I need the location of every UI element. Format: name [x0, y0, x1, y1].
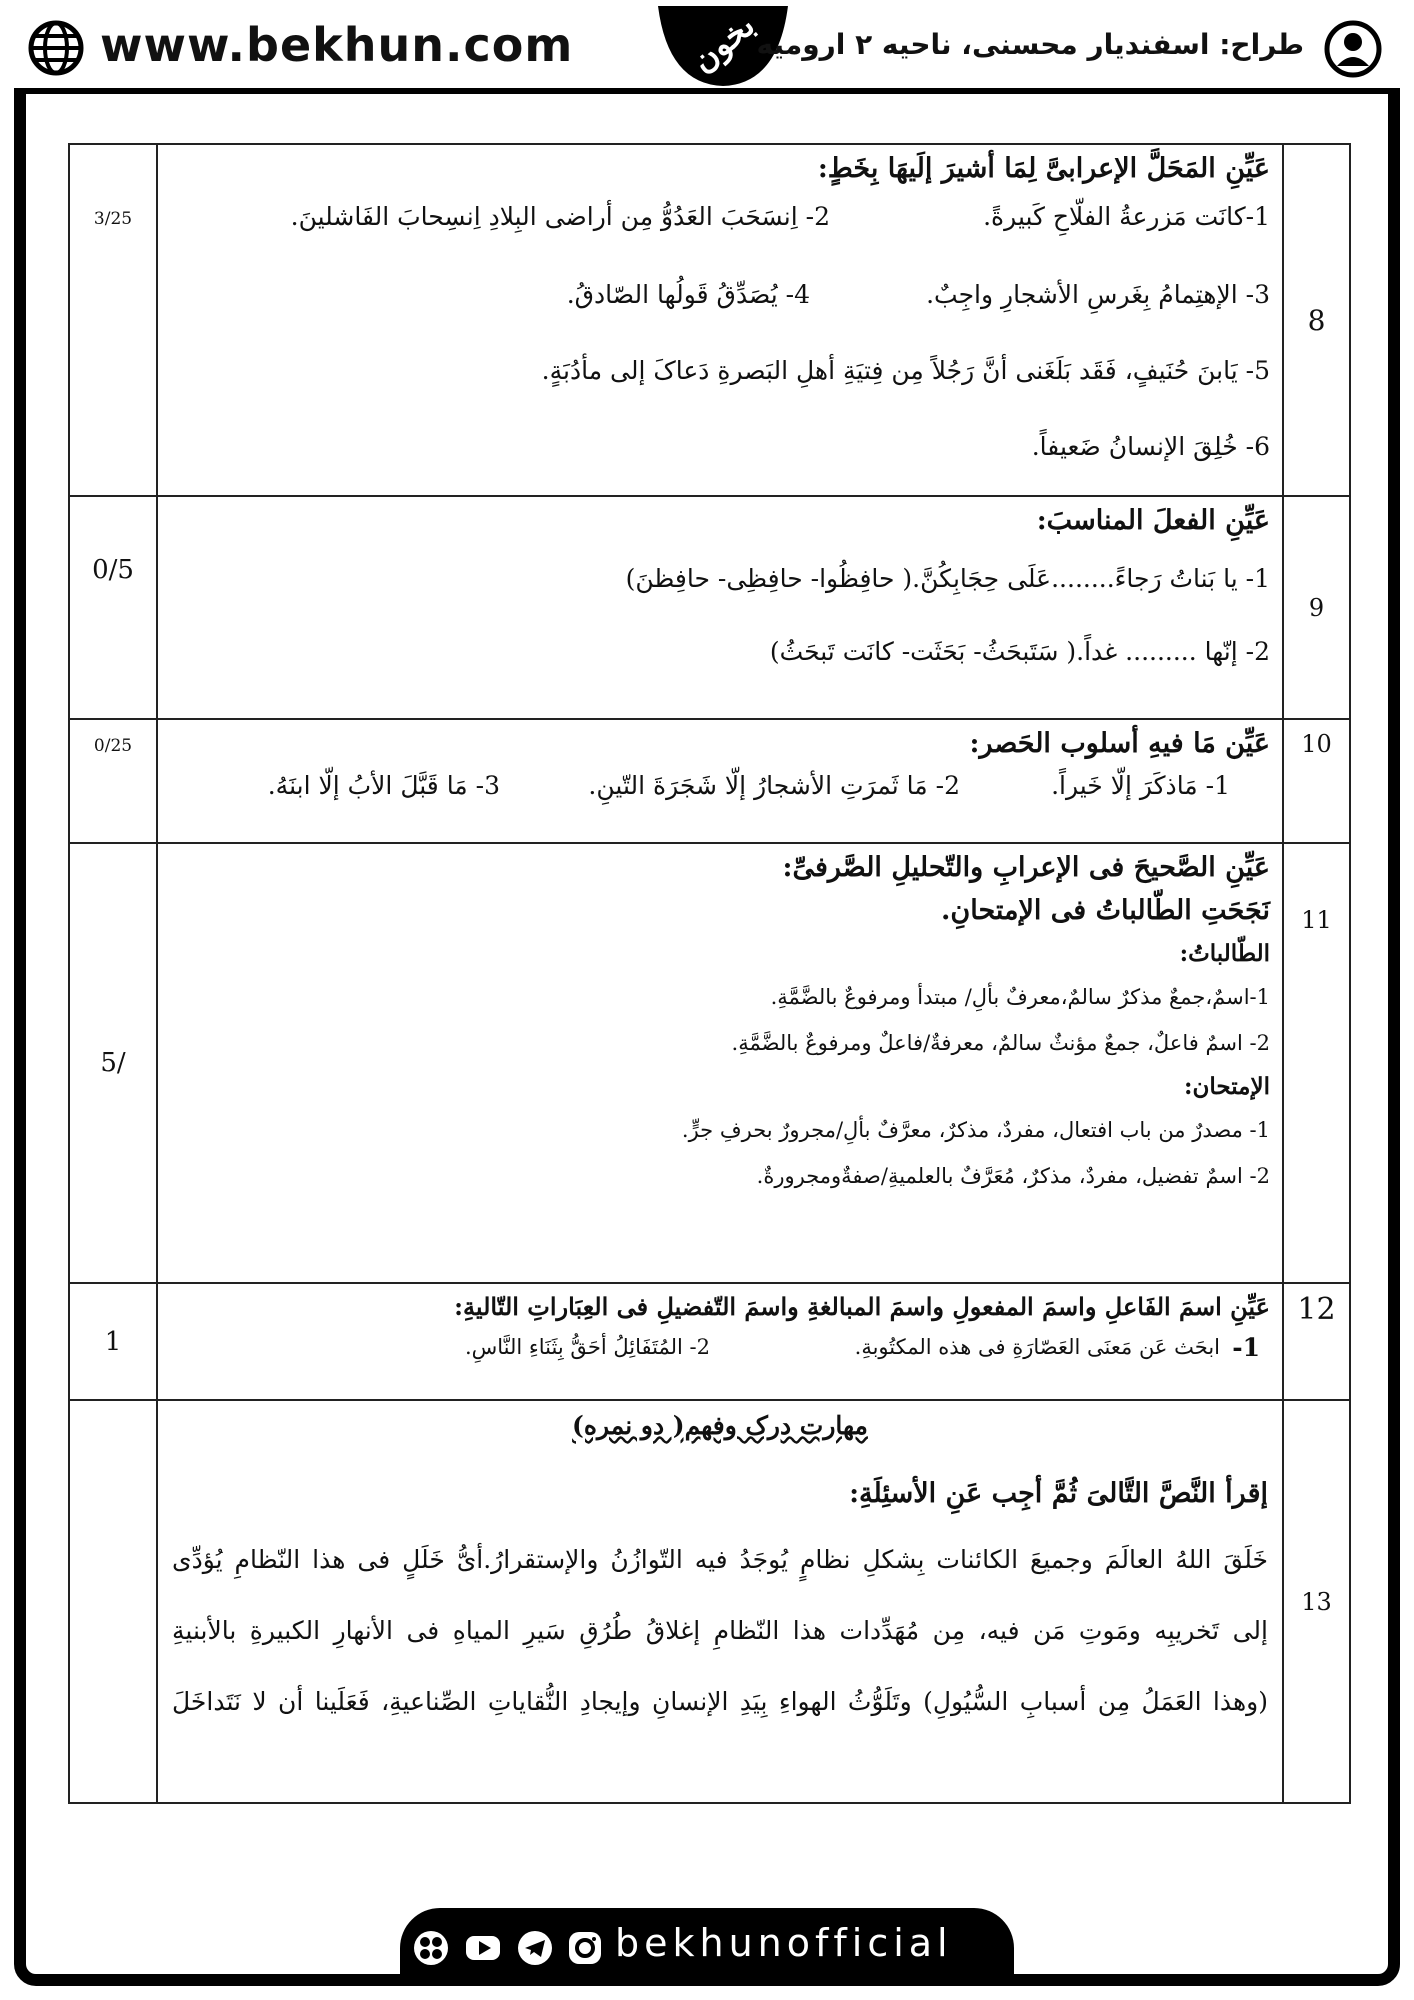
youtube-icon[interactable]	[464, 1929, 502, 1967]
question-title: عَیِّنِ المَحَلَّ الإعرابیَّ لِمَا أشیرَ إلَیهَا بِخَطٍ:	[817, 153, 1270, 184]
question-body	[157, 1400, 1283, 1803]
option-2: 2- اسمٌ فاعلٌ، جمعٌ مؤنثٌ سالمٌ، معرفةٌ/فاعلٌ ومرفوعٌ بالضَّمَّةِ.	[731, 1031, 1270, 1055]
word-label: الطّالباتُ:	[1179, 940, 1270, 967]
question-number: 8	[1283, 144, 1350, 496]
question-row	[69, 843, 1350, 1283]
question-title: عَیِّنِ اسمَ الفَاعلِ واسمَ المفعولِ واسمَ المبالغةِ واسمَ التّفضیلِ فی العِبَاراتِ التّالیةِ:	[454, 1292, 1270, 1321]
word-label: الإمتحان:	[1183, 1073, 1270, 1100]
question-score: /5	[69, 843, 157, 1283]
question-body	[157, 496, 1283, 719]
question-number: 10	[1283, 719, 1350, 843]
questions-table	[68, 143, 1351, 1804]
user-icon	[1324, 20, 1382, 78]
question-score: 0/25	[69, 719, 157, 843]
item-1: ابحَث عَن مَعنَی العَصّارَةِ فی هذه المکتُوبةِ.	[854, 1335, 1220, 1359]
item-2: 2- مَا ثَمرَتِ الأشجارُ إلّا شَجَرَةَ التّینِ.	[588, 771, 960, 800]
item-3: 3- مَا قَبَّلَ الأبُ إلّا ابنَهُ.	[267, 771, 500, 800]
question-body	[157, 144, 1283, 496]
item-2: 2- اِنسَحَبَ العَدُوُّ مِن أراضی البِلادِ اِنسِحابَ الفَاشلینَ.	[290, 202, 830, 231]
question-title: إقرأ النَّصَّ التَّالیَ ثُمَّ أجِب عَنِ الأسئِلَةِ:	[849, 1478, 1268, 1509]
section-heading: مهارت درک وفهم( دو نمره)	[572, 1411, 868, 1440]
globe-icon	[28, 20, 84, 76]
example-sentence: نَجَحَتِ الطّالباتُ فی الإمتحانِ.	[940, 895, 1270, 926]
author-credit: طراح: اسفندیار محسنی، ناحیه ۲ ارومیه	[756, 28, 1304, 61]
option-2: 2- اسمٌ تفضیل، مفردٌ، مذکرٌ، مُعَرَّفٌ بالعلمیةِ/صفةٌومجرورةٌ.	[756, 1164, 1270, 1188]
question-title: عَیِّنِ الفعلَ المناسبَ:	[1036, 505, 1270, 536]
aparat-icon[interactable]	[412, 1929, 450, 1967]
item-1: 1- مَاذکَرَ إلّا خَیراً.	[1051, 771, 1230, 800]
question-title: عَیِّن مَا فیهِ أسلوب الحَصر:	[969, 728, 1270, 759]
item-2: 2- المُتَفَائِلُ أحَقُّ بِثَنَاءِ النَّاسِ.	[464, 1335, 710, 1359]
item-number: 1-	[1232, 1333, 1260, 1362]
item-5: 5- یَابنَ حُنَیفٍ، فَقَد بَلَغَنی أنَّ رَجُلاً مِن فِتیَةِ أهلِ البَصرةِ دَعاکَ إلی مأدُبَةٍ.	[541, 356, 1270, 385]
telegram-icon[interactable]	[516, 1929, 554, 1967]
question-row	[69, 144, 1350, 496]
instagram-icon[interactable]	[566, 1929, 604, 1967]
question-row	[69, 719, 1350, 843]
question-number: 13	[1283, 1400, 1350, 1803]
item-6: 6- خُلِقَ الإنسانُ ضَعیفاً.	[1031, 432, 1270, 461]
footer-handle[interactable]: bekhunofficial	[615, 1921, 953, 1965]
header-divider	[14, 88, 1400, 94]
question-row	[69, 1283, 1350, 1400]
option-1: 1-اسمٌ،جمعٌ مذکرٌ سالمٌ،معرفٌ بألِ/ مبتدأ ومرفوعٌ بالضَّمَّةِ.	[770, 985, 1270, 1009]
page-header	[14, 6, 1400, 92]
passage-line: إلی تَخریبِه ومَوتِ مَن فیه، مِن مُهَدِّدات هذا النّظامِ إغلاقُ طُرُقِ سَیرِ المیاهِ فی الأنهارِ الکبیرةِ بالأبنیةِ	[172, 1616, 1268, 1645]
question-score	[69, 1400, 157, 1803]
question-row	[69, 1400, 1350, 1803]
question-title: عَیِّنِ الصَّحیحَ فی الإعرابِ والتّحلیلِ الصَّرفیِّ:	[782, 852, 1270, 883]
question-score: 3/25	[69, 144, 157, 496]
question-row	[69, 496, 1350, 719]
site-url[interactable]: www.bekhun.com	[100, 18, 574, 72]
item-1: 1-کانَت مَزرعةُ الفلّاحِ کَبیرةً.	[983, 202, 1270, 231]
question-number: 9	[1283, 496, 1350, 719]
passage-line: خَلَقَ اللهُ العالَمَ وجمیعَ الکائنات بِشکلِ نظامٍ یُوجَدُ فیه التّوازُنُ والإستقرارُ.أیُّ خَلَلٍ فی هذا النّظامِ یُؤدِّی	[172, 1545, 1268, 1574]
item-3: 3- الإهتِمامُ بِغَرسِ الأشجارِ واجِبٌ.	[926, 280, 1270, 309]
question-body	[157, 1283, 1283, 1400]
question-body	[157, 719, 1283, 843]
item-4: 4- یُصَدِّقُ قَولُها الصّادقُ.	[566, 280, 810, 309]
item-2: 2- إنّها ......... غداً.( سَتَبحَثُ- بَحَثَت- کانَت تَبحَثُ)	[769, 637, 1270, 666]
option-1: 1- مصدرٌ من باب افتعال، مفردٌ، مذکرٌ، معرَّفٌ بألِ/مجرورٌ بحرفِ جرٍّ.	[681, 1118, 1270, 1142]
question-body	[157, 843, 1283, 1283]
passage-line: (وهذا العَمَلُ مِن أسبابِ السُّیُولِ) وتَلَوُّثُ الهواءِ بِیَدِ الإنسانِ وإیجادِ النُّقایاتِ الصِّناعیةِ، فَعَلَینا أن لا نَتَداخَلَ	[172, 1687, 1268, 1716]
question-number: 12	[1283, 1283, 1350, 1400]
item-1: 1- یا بَناتُ رَجاءً........عَلَی حِجَابِکُنَّ.( حافِظُوا- حافِظِی- حافِظنَ)	[625, 564, 1270, 593]
question-score: 1	[69, 1283, 157, 1400]
logo-text: بخون	[684, 6, 762, 80]
question-score: 0/5	[69, 496, 157, 719]
question-number: 11	[1283, 843, 1350, 1283]
